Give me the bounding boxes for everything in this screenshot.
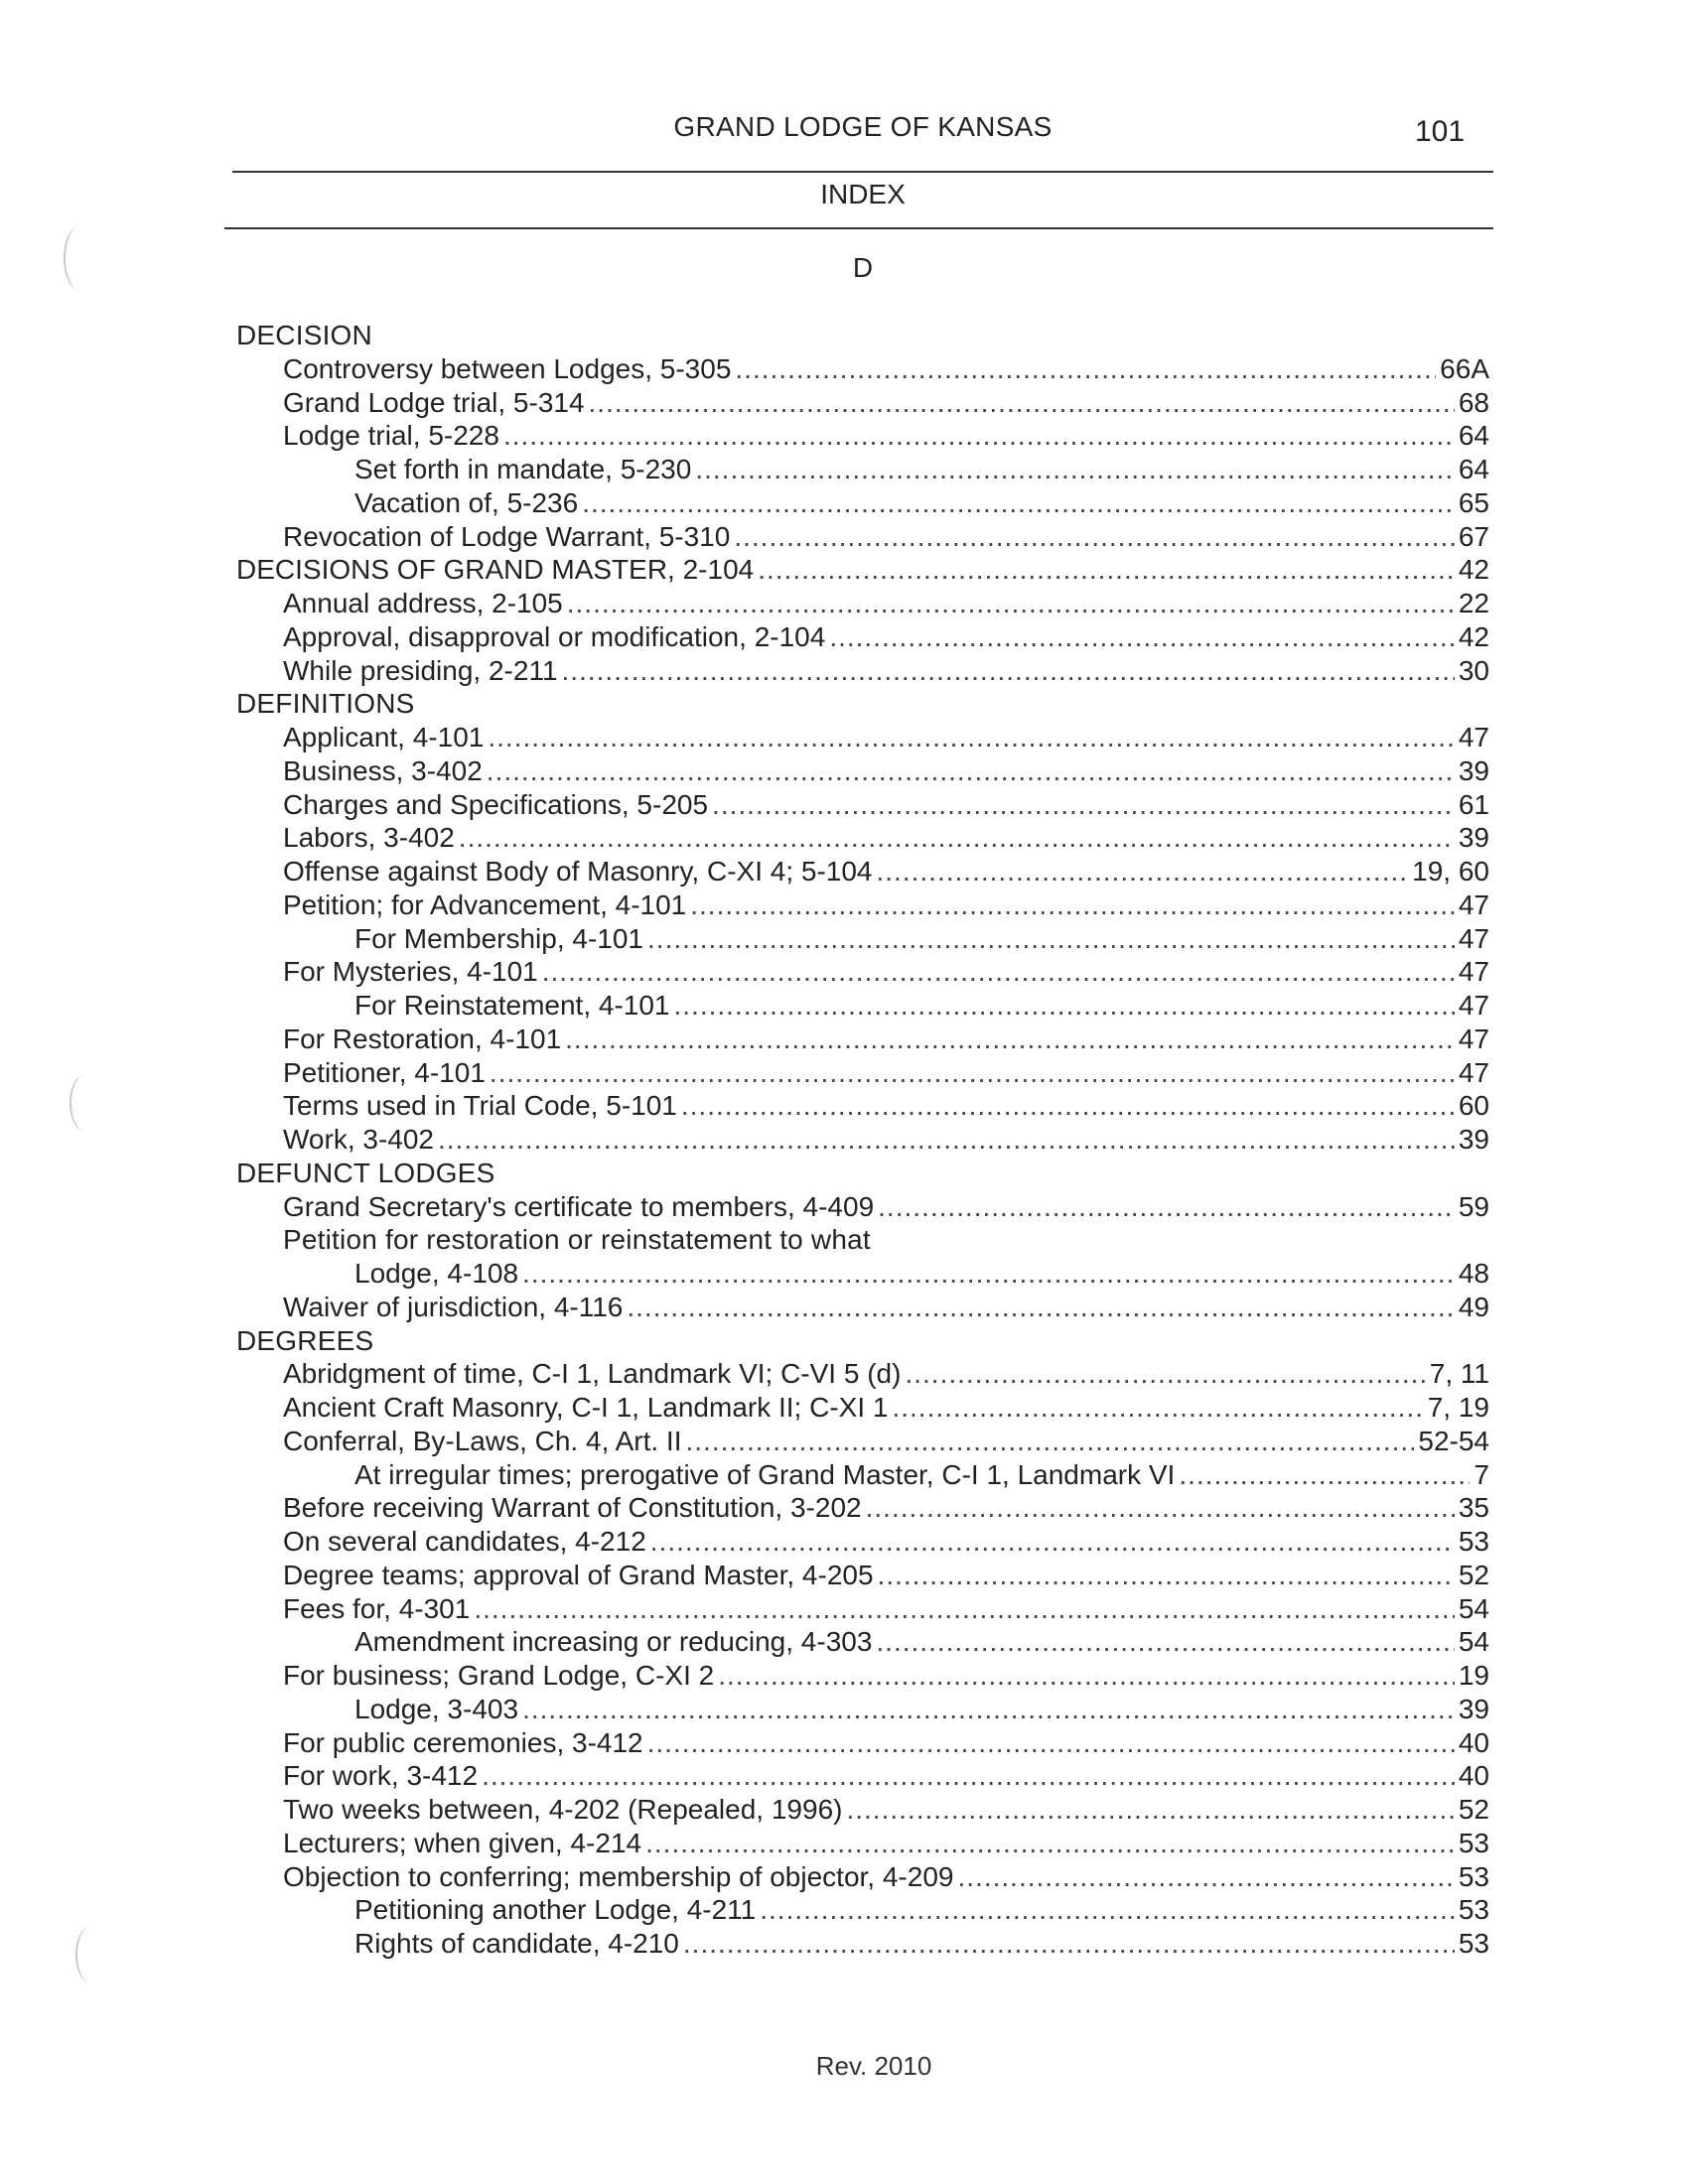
index-entry — [236, 520, 1489, 554]
entry-page-ref: 7, 19 — [1427, 1392, 1489, 1423]
entry-text: For business; Grand Lodge, C-XI 2 — [283, 1660, 715, 1691]
entry-text: DEFUNCT LODGES — [236, 1157, 495, 1188]
entry-page-ref: 53 — [1458, 1860, 1489, 1892]
entry-page-ref: 64 — [1458, 454, 1489, 484]
entry-text: Two weeks between, 4-202 (Repealed, 1996) — [283, 1794, 843, 1825]
dot-leader — [474, 1592, 1455, 1626]
index-entry — [236, 654, 1489, 688]
entry-text: Petition; for Advancement, 4-101 — [283, 888, 687, 920]
entry-page-ref: 42 — [1458, 620, 1489, 652]
entry-text: Terms used in Trial Code, 5-101 — [283, 1090, 677, 1122]
entry-page-ref: 53 — [1458, 1894, 1489, 1926]
entry-text: For Mysteries, 4-101 — [283, 956, 538, 988]
entry-page-ref: 39 — [1458, 754, 1489, 786]
binder-hole-mark — [70, 1074, 101, 1132]
entry-page-ref: 52-54 — [1418, 1425, 1489, 1456]
dot-leader — [627, 1291, 1454, 1324]
dot-leader — [681, 1089, 1455, 1123]
index-entry — [236, 1793, 1489, 1827]
dot-leader — [758, 553, 1455, 587]
index-entry — [236, 721, 1489, 754]
index-heading — [236, 1223, 1489, 1257]
index-entry — [236, 352, 1489, 386]
dot-leader — [522, 1693, 1455, 1726]
entry-page-ref: 40 — [1458, 1760, 1489, 1792]
dot-leader — [488, 721, 1454, 754]
entry-text: Offense against Body of Masonry, C-XI 4; 5-104 — [283, 856, 873, 887]
dot-leader — [877, 855, 1409, 888]
index-entry — [236, 922, 1489, 956]
entry-page-ref: 60 — [1458, 1090, 1489, 1122]
entry-text: For Membership, 4-101 — [354, 922, 644, 954]
entry-page-ref: 7 — [1474, 1458, 1489, 1490]
entry-text: DEGREES — [236, 1324, 374, 1356]
dot-leader — [565, 1023, 1455, 1056]
index-list — [236, 319, 1489, 1961]
dot-leader — [582, 486, 1455, 520]
entry-text: Degree teams; approval of Grand Master, 4-205 — [283, 1559, 874, 1590]
binder-hole-mark — [64, 226, 95, 290]
entry-text: For work, 3-412 — [283, 1760, 479, 1792]
entry-page-ref: 66A — [1440, 352, 1489, 384]
dot-leader — [712, 788, 1455, 822]
index-entry — [236, 1827, 1489, 1860]
entry-page-ref: 35 — [1458, 1492, 1489, 1524]
dot-leader — [647, 922, 1455, 956]
binder-hole-mark — [75, 1926, 107, 1983]
dot-leader — [734, 520, 1455, 554]
index-entry — [236, 1425, 1489, 1458]
index-heading — [236, 1324, 1489, 1358]
entry-text: Approval, disapproval or modification, 2-104 — [283, 620, 826, 652]
entry-page-ref: 47 — [1458, 1056, 1489, 1088]
entry-text: Applicant, 4-101 — [283, 722, 485, 752]
entry-page-ref: 39 — [1458, 1693, 1489, 1724]
index-entry — [236, 1559, 1489, 1592]
dot-leader — [829, 620, 1455, 654]
entry-text: While presiding, 2-211 — [283, 654, 558, 686]
header-rule-top — [232, 171, 1493, 173]
section-title: INDEX — [820, 179, 906, 209]
dot-leader — [957, 1860, 1454, 1894]
index-entry — [236, 1927, 1489, 1961]
entry-text: DEFINITIONS — [236, 688, 415, 720]
entry-text: For public ceremonies, 3-412 — [283, 1726, 643, 1758]
index-entry — [236, 1525, 1489, 1559]
index-entry — [236, 1089, 1489, 1123]
dot-leader — [892, 1391, 1423, 1425]
index-entry — [236, 1860, 1489, 1894]
index-entry — [236, 754, 1489, 788]
index-entry — [236, 553, 1489, 587]
dot-leader — [562, 654, 1455, 688]
entry-page-ref: 47 — [1458, 956, 1489, 988]
index-entry — [236, 453, 1489, 486]
entry-text: Annual address, 2-105 — [283, 588, 563, 618]
entry-text: Abridgment of time, C-I 1, Landmark VI; C-VI 5 (d) — [283, 1358, 902, 1390]
index-entry — [236, 1357, 1489, 1391]
dot-leader — [567, 587, 1455, 620]
index-entry — [236, 888, 1489, 922]
dot-leader — [695, 453, 1455, 486]
entry-page-ref: 53 — [1458, 1526, 1489, 1557]
index-entry — [236, 1458, 1489, 1492]
dot-leader — [459, 821, 1455, 855]
entry-text: Waiver of jurisdiction, 4-116 — [283, 1291, 624, 1322]
dot-leader — [503, 419, 1455, 453]
index-entry — [236, 1625, 1489, 1659]
entry-page-ref: 65 — [1458, 486, 1489, 518]
entry-page-ref: 30 — [1458, 654, 1489, 686]
entry-page-ref: 47 — [1458, 1023, 1489, 1054]
entry-page-ref: 49 — [1458, 1291, 1489, 1322]
index-heading — [236, 687, 1489, 721]
entry-page-ref: 61 — [1458, 788, 1489, 820]
entry-text: Objection to conferring; membership of objector, 4-209 — [283, 1860, 954, 1892]
index-entry — [236, 1893, 1489, 1927]
entry-page-ref: 19, 60 — [1412, 856, 1489, 887]
entry-text: Work, 3-402 — [283, 1124, 434, 1155]
index-entry — [236, 1023, 1489, 1056]
index-entry — [236, 386, 1489, 420]
index-entry — [236, 1759, 1489, 1793]
index-entry — [236, 955, 1489, 989]
index-entry — [236, 1391, 1489, 1425]
entry-text: Petitioning another Lodge, 4-211 — [354, 1894, 757, 1926]
entry-page-ref: 48 — [1458, 1258, 1489, 1289]
dot-leader — [522, 1257, 1455, 1291]
entry-page-ref: 53 — [1458, 1827, 1489, 1858]
dot-leader — [690, 888, 1455, 922]
index-entry — [236, 855, 1489, 888]
index-entry — [236, 620, 1489, 654]
index-entry — [236, 1190, 1489, 1224]
entry-text: Revocation of Lodge Warrant, 5-310 — [283, 520, 731, 552]
dot-leader — [647, 1726, 1455, 1760]
entry-text: Lodge, 3-403 — [354, 1693, 519, 1724]
entry-page-ref: 52 — [1458, 1559, 1489, 1590]
entry-page-ref: 7, 11 — [1429, 1358, 1489, 1390]
entry-page-ref: 42 — [1458, 554, 1489, 586]
dot-leader — [718, 1659, 1455, 1693]
entry-text: Rights of candidate, 4-210 — [354, 1928, 679, 1959]
entry-text: Grand Lodge trial, 5-314 — [283, 386, 585, 418]
index-entry — [236, 1257, 1489, 1291]
page-number: 101 — [1415, 115, 1466, 148]
dot-leader — [866, 1491, 1455, 1525]
dot-leader — [482, 1759, 1455, 1793]
entry-page-ref: 39 — [1458, 1124, 1489, 1155]
index-entry — [236, 1726, 1489, 1760]
entry-text: DECISION — [236, 320, 372, 350]
entry-page-ref: 52 — [1458, 1794, 1489, 1825]
entry-text: Grand Secretary's certificate to members, 4-409 — [283, 1190, 875, 1222]
entry-page-ref: 67 — [1458, 520, 1489, 552]
index-entry — [236, 989, 1489, 1023]
dot-leader — [685, 1425, 1414, 1458]
dot-leader — [1179, 1458, 1470, 1492]
entry-page-ref: 40 — [1458, 1726, 1489, 1758]
entry-page-ref: 22 — [1458, 588, 1489, 618]
entry-text: Ancient Craft Masonry, C-I 1, Landmark II; C-XI 1 — [283, 1392, 889, 1423]
entry-page-ref: 59 — [1458, 1190, 1489, 1222]
entry-page-ref: 47 — [1458, 888, 1489, 920]
entry-text: For Reinstatement, 4-101 — [354, 990, 670, 1021]
dot-leader — [645, 1827, 1455, 1860]
entry-text: Before receiving Warrant of Constitution, 3-202 — [283, 1492, 862, 1524]
entry-page-ref: 53 — [1458, 1928, 1489, 1959]
entry-text: Set forth in mandate, 5-230 — [354, 454, 692, 484]
entry-text: Vacation of, 5-236 — [354, 486, 579, 518]
dot-leader — [438, 1123, 1455, 1157]
dot-leader — [878, 1190, 1455, 1224]
entry-text: On several candidates, 4-212 — [283, 1526, 646, 1557]
entry-text: Charges and Specifications, 5-205 — [283, 788, 709, 820]
header-rule-bottom — [224, 227, 1493, 229]
entry-text: Business, 3-402 — [283, 754, 483, 786]
index-letter-heading: D — [852, 252, 874, 283]
index-entry — [236, 1291, 1489, 1324]
revision-footer: Rev. 2010 — [815, 2051, 932, 2081]
entry-text: Controversy between Lodges, 5-305 — [283, 352, 732, 384]
entry-text: Lodge, 4-108 — [354, 1258, 519, 1289]
entry-text: Amendment increasing or reducing, 4-303 — [354, 1626, 873, 1658]
entry-text: Conferral, By-Laws, Ch. 4, Art. II — [283, 1425, 682, 1456]
running-header-title: GRAND LODGE OF KANSAS — [673, 111, 1053, 142]
entry-text: Lecturers; when given, 4-214 — [283, 1827, 642, 1858]
entry-text: At irregular times; prerogative of Grand Master, C-I 1, Landmark VI — [354, 1458, 1176, 1490]
index-entry — [236, 1056, 1489, 1090]
dot-leader — [542, 955, 1455, 989]
index-heading — [236, 319, 1489, 352]
entry-text: Petition for restoration or reinstatement to what — [283, 1224, 871, 1256]
entry-text: Labors, 3-402 — [283, 822, 455, 854]
index-entry — [236, 1592, 1489, 1626]
entry-text: For Restoration, 4-101 — [283, 1023, 562, 1054]
entry-page-ref: 47 — [1458, 922, 1489, 954]
index-entry — [236, 486, 1489, 520]
index-entry — [236, 821, 1489, 855]
dot-leader — [487, 754, 1455, 788]
dot-leader — [683, 1927, 1455, 1961]
dot-leader — [674, 989, 1455, 1023]
entry-page-ref: 54 — [1458, 1592, 1489, 1624]
entry-text: Petitioner, 4-101 — [283, 1056, 486, 1088]
entry-page-ref: 64 — [1458, 420, 1489, 452]
dot-leader — [735, 352, 1436, 386]
entry-text: DECISIONS OF GRAND MASTER, 2-104 — [236, 554, 755, 586]
dot-leader — [490, 1056, 1455, 1090]
entry-page-ref: 68 — [1458, 386, 1489, 418]
index-entry — [236, 1123, 1489, 1157]
dot-leader — [905, 1357, 1425, 1391]
entry-page-ref: 47 — [1458, 722, 1489, 752]
dot-leader — [589, 386, 1455, 420]
entry-page-ref: 54 — [1458, 1626, 1489, 1658]
entry-text: Fees for, 4-301 — [283, 1592, 471, 1624]
entry-text: Lodge trial, 5-228 — [283, 420, 499, 452]
index-heading — [236, 1157, 1489, 1190]
index-entry — [236, 419, 1489, 453]
index-entry — [236, 788, 1489, 822]
dot-leader — [760, 1893, 1455, 1927]
index-entry — [236, 1659, 1489, 1693]
index-entry — [236, 1491, 1489, 1525]
dot-leader — [876, 1625, 1454, 1659]
index-entry — [236, 587, 1489, 620]
entry-page-ref: 19 — [1458, 1660, 1489, 1691]
dot-leader — [878, 1559, 1455, 1592]
dot-leader — [846, 1793, 1454, 1827]
dot-leader — [650, 1525, 1455, 1559]
index-entry — [236, 1693, 1489, 1726]
entry-page-ref: 47 — [1458, 990, 1489, 1021]
entry-page-ref: 39 — [1458, 822, 1489, 854]
